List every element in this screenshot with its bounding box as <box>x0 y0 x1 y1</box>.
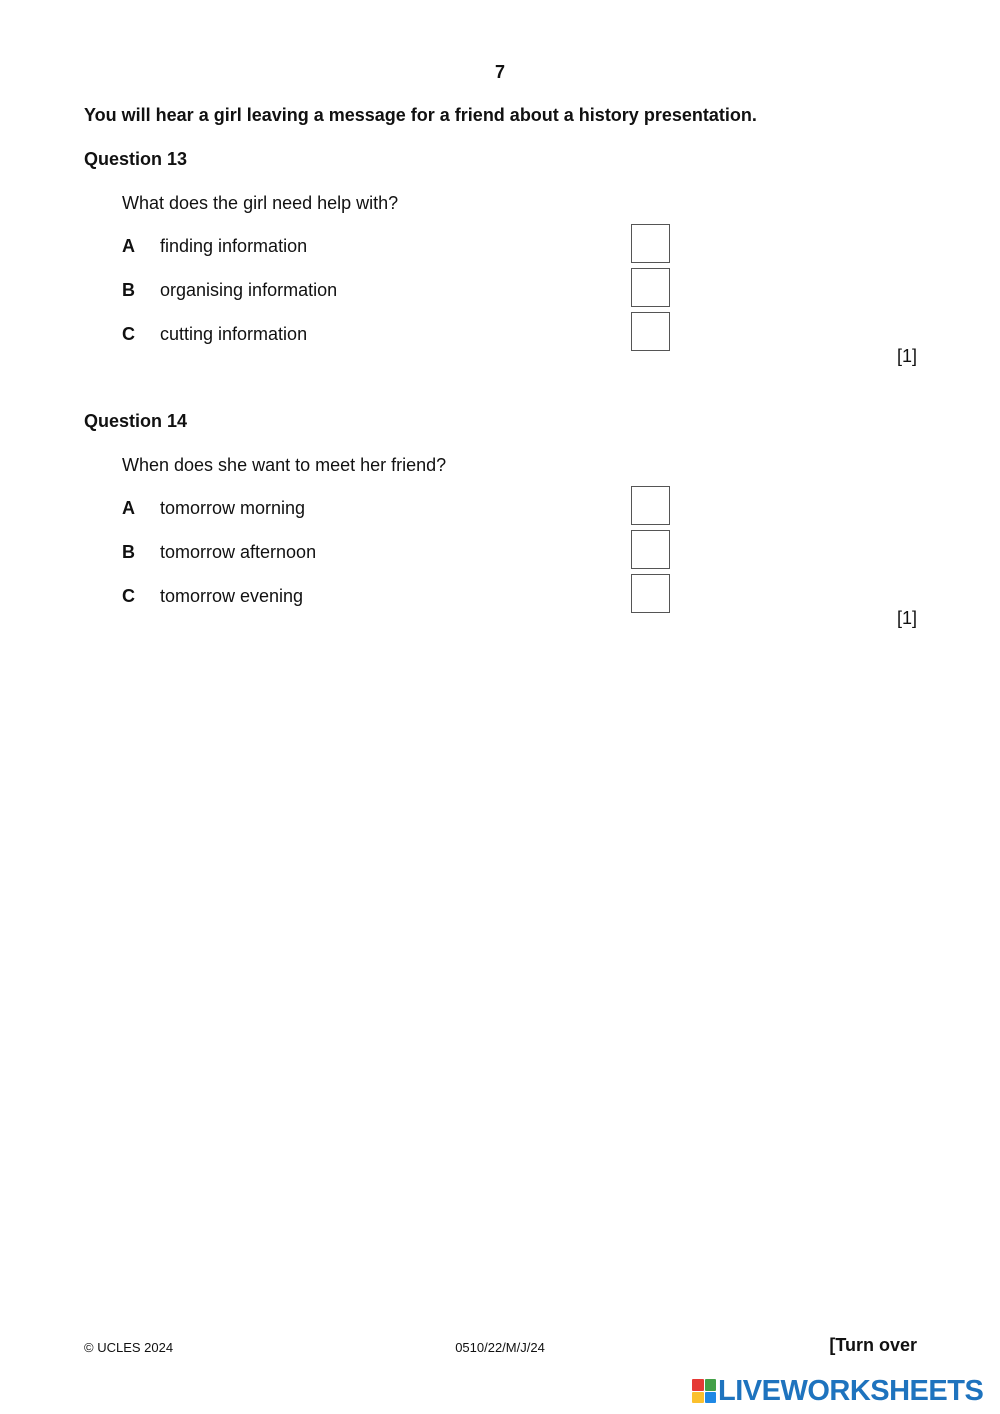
q14-option-c-text: tomorrow evening <box>160 586 304 606</box>
q13-option-c-text: cutting information <box>160 324 308 344</box>
q14-option-a-checkbox[interactable] <box>631 486 670 525</box>
copyright-text: © UCLES 2024 <box>84 1340 174 1355</box>
question-13-stem: What does the girl need help with? <box>122 193 399 213</box>
liveworksheets-brand[interactable] <box>692 1374 983 1408</box>
paper-code: 0510/22/M/J/24 <box>455 1340 545 1355</box>
question-14-stem: When does she want to meet her friend? <box>122 455 447 475</box>
liveworksheets-logo-icon <box>692 1379 716 1403</box>
turn-over-text: [Turn over <box>829 1335 917 1355</box>
q13-option-b-text: organising information <box>160 280 338 300</box>
q14-option-a-letter: A <box>122 498 135 518</box>
logo-square-yellow <box>692 1392 704 1404</box>
brand-text: LIVEWORKSHEETS <box>718 1375 984 1407</box>
q14-option-b-text: tomorrow afternoon <box>160 542 317 562</box>
q14-option-b-checkbox[interactable] <box>631 530 670 569</box>
q13-option-a-checkbox[interactable] <box>631 224 670 263</box>
q13-option-c-checkbox[interactable] <box>631 312 670 351</box>
page-number: 7 <box>494 62 505 82</box>
instruction-text: You will hear a girl leaving a message for a friend about a history presentation. <box>84 105 757 125</box>
logo-square-blue <box>705 1392 717 1404</box>
question-14-title: Question 14 <box>84 411 188 431</box>
q14-option-b-letter: B <box>122 542 135 562</box>
q13-option-c-letter: C <box>122 324 135 344</box>
question-13-title: Question 13 <box>84 149 188 169</box>
q13-option-a-letter: A <box>122 236 135 256</box>
q13-option-b-checkbox[interactable] <box>631 268 670 307</box>
q14-option-a-text: tomorrow morning <box>160 498 306 518</box>
q14-option-c-letter: C <box>122 586 135 606</box>
q14-mark: [1] <box>896 608 917 628</box>
logo-square-green <box>705 1379 717 1391</box>
q13-mark: [1] <box>896 346 917 366</box>
q13-option-a-text: finding information <box>160 236 308 256</box>
q13-option-b-letter: B <box>122 280 135 300</box>
logo-square-red <box>692 1379 704 1391</box>
q14-option-c-checkbox[interactable] <box>631 574 670 613</box>
